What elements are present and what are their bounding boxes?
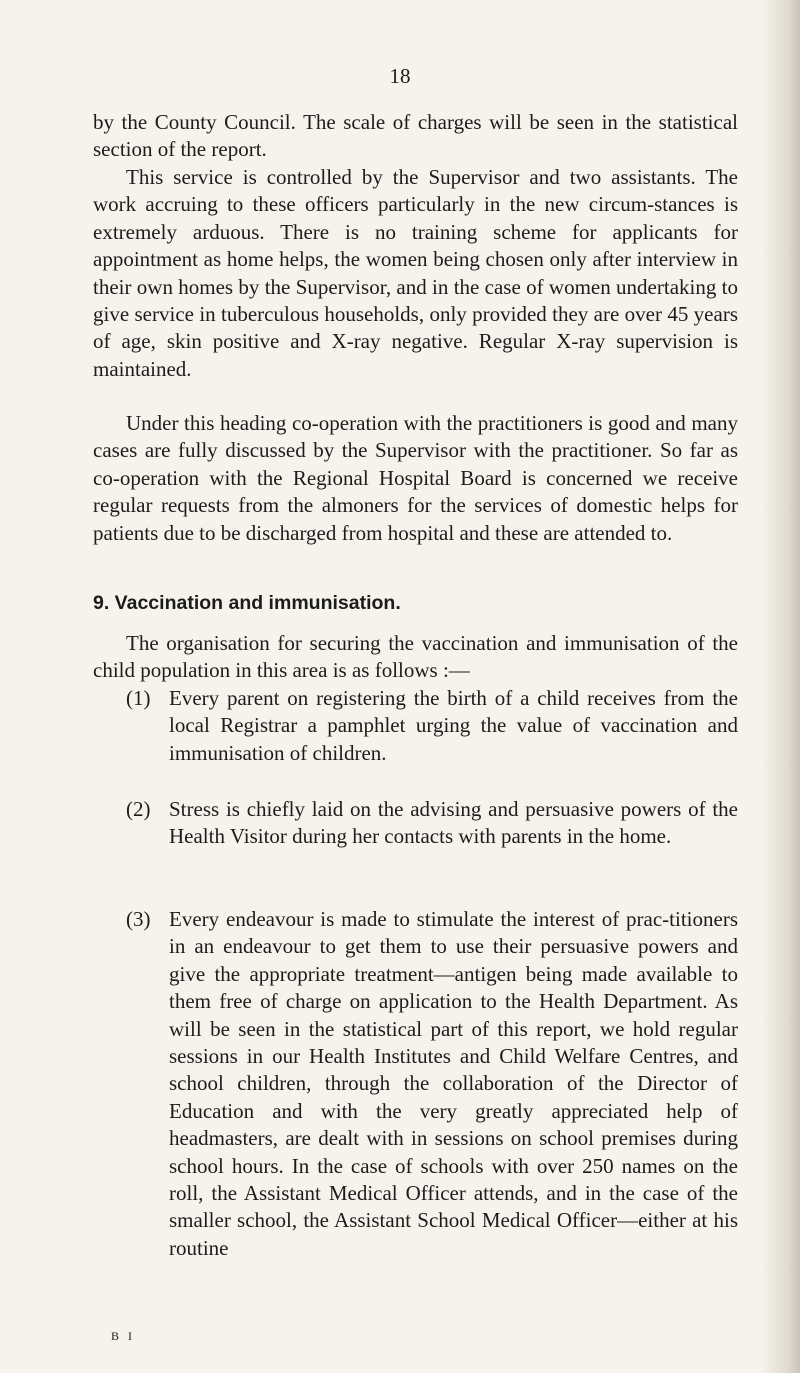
list-item-text: Stress is chiefly laid on the advising and persuasive powers of the Health Visitor during her contacts with parents in the home. xyxy=(169,797,738,849)
list-item-number: (3) xyxy=(126,907,151,931)
printer-signature-mark: B I xyxy=(111,1329,135,1343)
section-heading-vaccination: 9. Vaccination and immunisation. xyxy=(93,592,401,614)
page-edge-shadow xyxy=(760,0,800,1373)
list-item-number: (1) xyxy=(126,686,151,710)
paragraph-continuation: by the County Council. The scale of charges will be seen in the statistical section of the report. xyxy=(93,110,738,162)
section-intro: The organisation for securing the vaccination and immunisation of the child population in this area is as follows :— xyxy=(93,631,738,683)
list-item-text: Every endeavour is made to stimulate the interest of prac-titioners in an endeavour to get them to use their persuasive powers and give the appropriate treatment—antigen being made available to them free of charge on application to the Health Department. As will be seen in the statistical part of this report, we hold regular sessions in our Health Institutes and Child Welfare Centres, and school children, through the collaboration of the Director of Education and with the very greatly appreciated help of headmasters, are dealt with in sessions on school premises during school hours. In the case of schools with over 250 names on the roll, the Assistant Medical Officer attends, and in the case of the smaller school, the Assistant School Medical Officer—either at his routine xyxy=(169,907,738,1260)
list-item-text: Every parent on registering the birth of a child receives from the local Registrar a pamphlet urging the value of vaccination and immunisation of children. xyxy=(169,686,738,765)
page-number: 18 xyxy=(389,64,411,88)
paragraph-co-operation: Under this heading co-operation with the practitioners is good and many cases are fully discussed by the Supervisor with the practitioner. So far as co-operation with the Regional Hospital Board is concerned we receive regular requests from the almoners for the services of domestic helps for patients due to be discharged from hospital and these are attended to. xyxy=(93,411,738,545)
paragraph-home-help-supervision: This service is controlled by the Supervisor and two assistants. The work accruing to these officers particularly in the new circum-stances is extremely arduous. There is no training scheme for applicants for appointment as home helps, the women being chosen only after interview in their own homes by the Supervisor, and in the case of women undertaking to give service in tuberculous households, only provided they are over 45 years of age, skin positive and X-ray negative. Regular X-ray supervision is maintained. xyxy=(93,165,738,381)
list-item-number: (2) xyxy=(126,797,151,821)
